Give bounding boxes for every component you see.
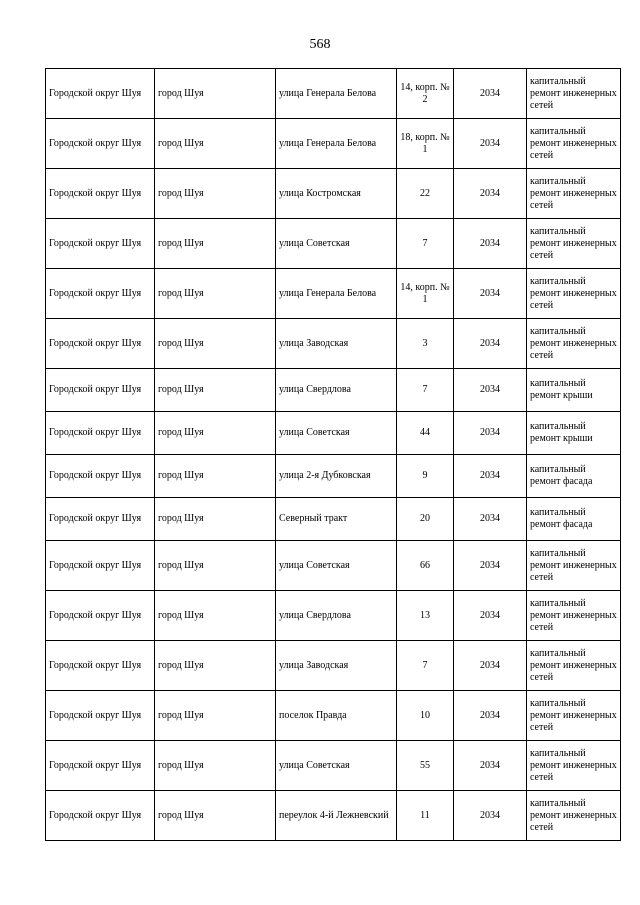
cell-year: 2034 (454, 369, 527, 412)
cell-work: капитальный ремонт фасада (527, 498, 621, 541)
cell-house: 18, корп. № 1 (397, 119, 454, 169)
cell-city: город Шуя (155, 119, 276, 169)
cell-okrug: Городской округ Шуя (46, 541, 155, 591)
cell-okrug: Городской округ Шуя (46, 69, 155, 119)
cell-house: 7 (397, 369, 454, 412)
cell-year: 2034 (454, 541, 527, 591)
cell-okrug: Городской округ Шуя (46, 319, 155, 369)
cell-work: капитальный ремонт инженерных сетей (527, 691, 621, 741)
cell-city: город Шуя (155, 541, 276, 591)
cell-street: улица Генерала Белова (276, 69, 397, 119)
cell-okrug: Городской округ Шуя (46, 269, 155, 319)
cell-house: 9 (397, 455, 454, 498)
cell-work: капитальный ремонт инженерных сетей (527, 541, 621, 591)
cell-year: 2034 (454, 741, 527, 791)
cell-work: капитальный ремонт инженерных сетей (527, 741, 621, 791)
table-row (46, 119, 621, 169)
cell-city: город Шуя (155, 219, 276, 269)
cell-okrug: Городской округ Шуя (46, 741, 155, 791)
cell-house: 66 (397, 541, 454, 591)
cell-work: капитальный ремонт инженерных сетей (527, 119, 621, 169)
cell-work: капитальный ремонт фасада (527, 455, 621, 498)
cell-year: 2034 (454, 691, 527, 741)
cell-work: капитальный ремонт инженерных сетей (527, 641, 621, 691)
cell-street: улица Заводская (276, 641, 397, 691)
cell-city: город Шуя (155, 741, 276, 791)
cell-okrug: Городской округ Шуя (46, 169, 155, 219)
cell-city: город Шуя (155, 319, 276, 369)
cell-okrug: Городской округ Шуя (46, 791, 155, 841)
table-row (46, 541, 621, 591)
cell-okrug: Городской округ Шуя (46, 591, 155, 641)
cell-street: улица Советская (276, 741, 397, 791)
cell-year: 2034 (454, 269, 527, 319)
cell-city: город Шуя (155, 369, 276, 412)
cell-street: улица Советская (276, 541, 397, 591)
cell-city: город Шуя (155, 691, 276, 741)
table-row (46, 169, 621, 219)
cell-work: капитальный ремонт инженерных сетей (527, 319, 621, 369)
cell-okrug: Городской округ Шуя (46, 498, 155, 541)
cell-street: переулок 4-й Лежневский (276, 791, 397, 841)
table-row (46, 269, 621, 319)
cell-city: город Шуя (155, 791, 276, 841)
registry-table-body (46, 69, 621, 841)
cell-house: 3 (397, 319, 454, 369)
cell-year: 2034 (454, 119, 527, 169)
cell-street: улица Костромская (276, 169, 397, 219)
page-number: 568 (309, 37, 331, 52)
cell-okrug: Городской округ Шуя (46, 641, 155, 691)
cell-house: 7 (397, 641, 454, 691)
cell-house: 22 (397, 169, 454, 219)
cell-street: поселок Правда (276, 691, 397, 741)
cell-house: 14, корп. № 1 (397, 269, 454, 319)
cell-house: 55 (397, 741, 454, 791)
cell-year: 2034 (454, 319, 527, 369)
cell-year: 2034 (454, 641, 527, 691)
cell-year: 2034 (454, 219, 527, 269)
cell-street: улица Заводская (276, 319, 397, 369)
cell-street: улица Генерала Белова (276, 119, 397, 169)
cell-year: 2034 (454, 412, 527, 455)
cell-year: 2034 (454, 455, 527, 498)
cell-city: город Шуя (155, 498, 276, 541)
table-row (46, 219, 621, 269)
table-row (46, 455, 621, 498)
cell-okrug: Городской округ Шуя (46, 412, 155, 455)
table-row (46, 319, 621, 369)
cell-work: капитальный ремонт инженерных сетей (527, 591, 621, 641)
cell-street: улица Советская (276, 219, 397, 269)
cell-city: город Шуя (155, 591, 276, 641)
cell-year: 2034 (454, 591, 527, 641)
table-row (46, 369, 621, 412)
table-row (46, 791, 621, 841)
table-row (46, 69, 621, 119)
cell-street: улица Генерала Белова (276, 269, 397, 319)
table-row (46, 412, 621, 455)
cell-street: улица 2-я Дубковская (276, 455, 397, 498)
cell-year: 2034 (454, 498, 527, 541)
cell-city: город Шуя (155, 269, 276, 319)
cell-work: капитальный ремонт крыши (527, 369, 621, 412)
cell-okrug: Городской округ Шуя (46, 369, 155, 412)
table-row (46, 691, 621, 741)
cell-okrug: Городской округ Шуя (46, 691, 155, 741)
cell-okrug: Городской округ Шуя (46, 219, 155, 269)
cell-house: 7 (397, 219, 454, 269)
cell-house: 14, корп. № 2 (397, 69, 454, 119)
cell-year: 2034 (454, 791, 527, 841)
registry-table (45, 68, 621, 841)
table-row (46, 591, 621, 641)
cell-city: город Шуя (155, 69, 276, 119)
cell-work: капитальный ремонт инженерных сетей (527, 169, 621, 219)
cell-year: 2034 (454, 69, 527, 119)
cell-work: капитальный ремонт крыши (527, 412, 621, 455)
table-row (46, 498, 621, 541)
cell-city: город Шуя (155, 641, 276, 691)
cell-house: 20 (397, 498, 454, 541)
cell-year: 2034 (454, 169, 527, 219)
cell-okrug: Городской округ Шуя (46, 455, 155, 498)
cell-house: 10 (397, 691, 454, 741)
cell-work: капитальный ремонт инженерных сетей (527, 791, 621, 841)
cell-work: капитальный ремонт инженерных сетей (527, 269, 621, 319)
cell-house: 44 (397, 412, 454, 455)
cell-street: улица Свердлова (276, 369, 397, 412)
cell-work: капитальный ремонт инженерных сетей (527, 219, 621, 269)
cell-okrug: Городской округ Шуя (46, 119, 155, 169)
table-row (46, 741, 621, 791)
cell-work: капитальный ремонт инженерных сетей (527, 69, 621, 119)
cell-street: Северный тракт (276, 498, 397, 541)
cell-street: улица Свердлова (276, 591, 397, 641)
cell-city: город Шуя (155, 412, 276, 455)
cell-house: 13 (397, 591, 454, 641)
cell-house: 11 (397, 791, 454, 841)
cell-city: город Шуя (155, 169, 276, 219)
cell-street: улица Советская (276, 412, 397, 455)
cell-city: город Шуя (155, 455, 276, 498)
table-row (46, 641, 621, 691)
